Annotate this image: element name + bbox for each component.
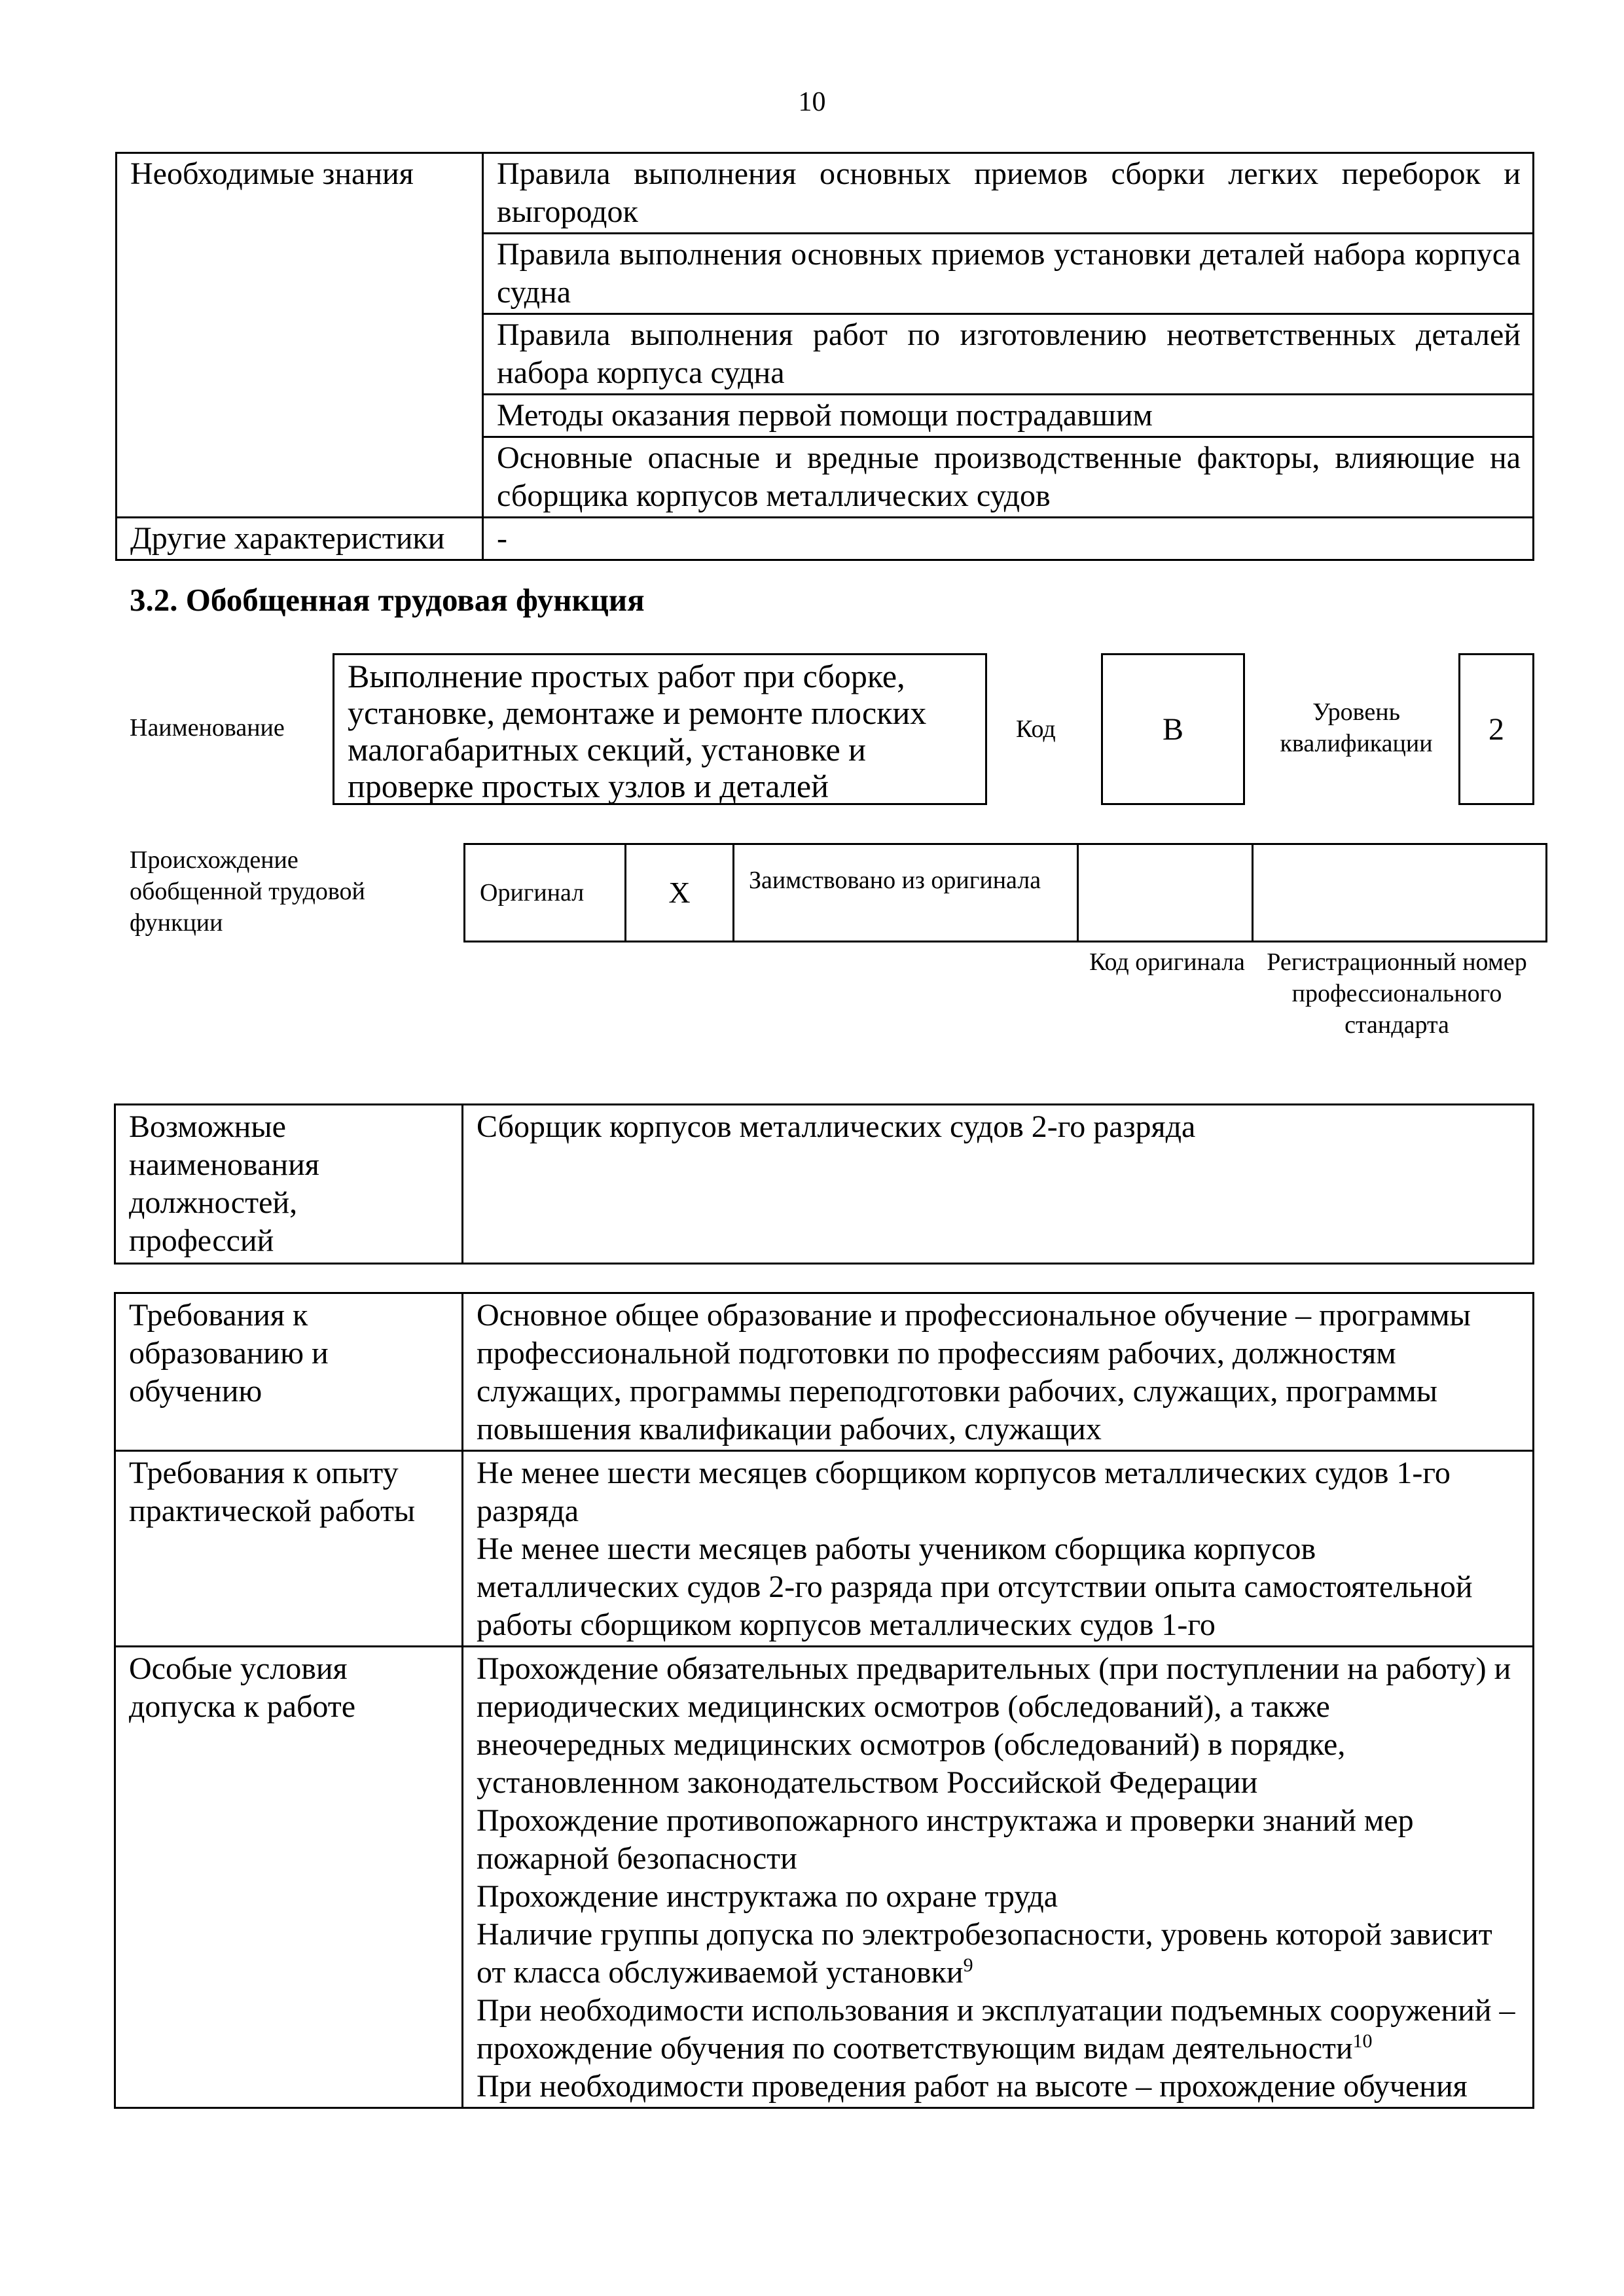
other-characteristics-label: Другие характеристики	[117, 518, 483, 560]
condition-line: Прохождение обязательных предварительных (при поступлении на работу) и периодических медицинских осмотров (обследований), а также внеочередных медицинских осмотров (обследований) в порядке, установленном законодательством Российской Федерации	[477, 1651, 1511, 1800]
code-label: Код	[1016, 715, 1056, 743]
footnote-ref: 9	[963, 1954, 973, 1976]
condition-line: Наличие группы допуска по электробезопасности, уровень которой зависит от класса обслуживаемой установки	[477, 1917, 1492, 1990]
level-label: Уровень квалификации	[1280, 698, 1433, 757]
experience-line: Не менее шести месяцев работы учеником сборщика корпусов металлических судов 2-го разряда при отсутствии опыта самостоятельной работы сборщиком корпусов металлических судов 1-го	[477, 1532, 1473, 1642]
original-label: Оригинал	[465, 844, 626, 942]
condition-line: При необходимости проведения работ на высоте – прохождение обучения	[477, 2069, 1468, 2104]
requirements-table	[114, 1292, 1534, 2109]
origin-table	[463, 843, 1547, 942]
footnote-ref: 10	[1352, 2030, 1373, 2052]
knowledge-label: Необходимые знания	[117, 153, 483, 518]
experience-line: Не менее шести месяцев сборщиком корпусов металлических судов 1-го разряда	[477, 1456, 1451, 1528]
knowledge-item: Правила выполнения работ по изготовлению неответственных деталей набора корпуса судна	[483, 314, 1534, 395]
page-number: 10	[798, 87, 826, 117]
table-row	[115, 1293, 1534, 1451]
positions-value: Сборщик корпусов металлических судов 2-го разряда	[463, 1105, 1534, 1264]
special-conditions-label: Особые условия допуска к работе	[115, 1647, 463, 2108]
origin-reg-number-cell	[1253, 844, 1547, 942]
condition-line: Прохождение противопожарного инструктажа и проверки знаний мер пожарной безопасности	[477, 1803, 1414, 1876]
condition-line: При необходимости использования и эксплуатации подъемных сооружений – прохождение обучения по соответствующим видам деятельности	[477, 1993, 1515, 2066]
knowledge-item: Правила выполнения основных приемов сборки легких переборок и выгородок	[483, 153, 1534, 234]
borrowed-label: Заимствовано из оригинала	[734, 844, 1078, 942]
positions-table	[114, 1103, 1534, 1265]
positions-label: Возможные наименования должностей, профессий	[115, 1105, 463, 1264]
other-characteristics-value: -	[483, 518, 1534, 560]
reg-number-caption: Регистрационный номер профессионального стандарта	[1267, 948, 1527, 1039]
function-name-box: Выполнение простых работ при сборке, установке, демонтаже и ремонте плоских малогабаритных секций, установке и проверке простых узлов и деталей	[333, 653, 987, 805]
origin-code-cell	[1078, 844, 1253, 942]
education-line: Основное общее образование и профессиональное обучение – программы профессиональной подготовки по профессиям рабочих, должностям служащих, программы переподготовки рабочих, служащих, программы повышения квалификации рабочих, служащих	[477, 1298, 1471, 1446]
table-row	[115, 1451, 1534, 1647]
knowledge-item: Правила выполнения основных приемов установки деталей набора корпуса судна	[483, 234, 1534, 314]
knowledge-table	[115, 152, 1534, 561]
section-title: 3.2. Обобщенная трудовая функция	[130, 582, 645, 618]
experience-label: Требования к опыту практической работы	[115, 1451, 463, 1647]
name-label: Наименование	[130, 714, 285, 742]
origin-label: Происхождение обобщенной трудовой функции	[130, 846, 365, 937]
knowledge-item: Основные опасные и вредные производственные факторы, влияющие на сборщика корпусов металлических судов	[483, 437, 1534, 518]
code-value-box: B	[1101, 653, 1245, 805]
original-mark: X	[626, 844, 734, 942]
table-row	[115, 1647, 1534, 2108]
level-value-box: 2	[1458, 653, 1534, 805]
code-original-caption: Код оригинала	[1089, 948, 1245, 976]
condition-line: Прохождение инструктажа по охране труда	[477, 1879, 1058, 1914]
knowledge-item: Методы оказания первой помощи пострадавшим	[483, 395, 1534, 437]
education-label: Требования к образованию и обучению	[115, 1293, 463, 1451]
